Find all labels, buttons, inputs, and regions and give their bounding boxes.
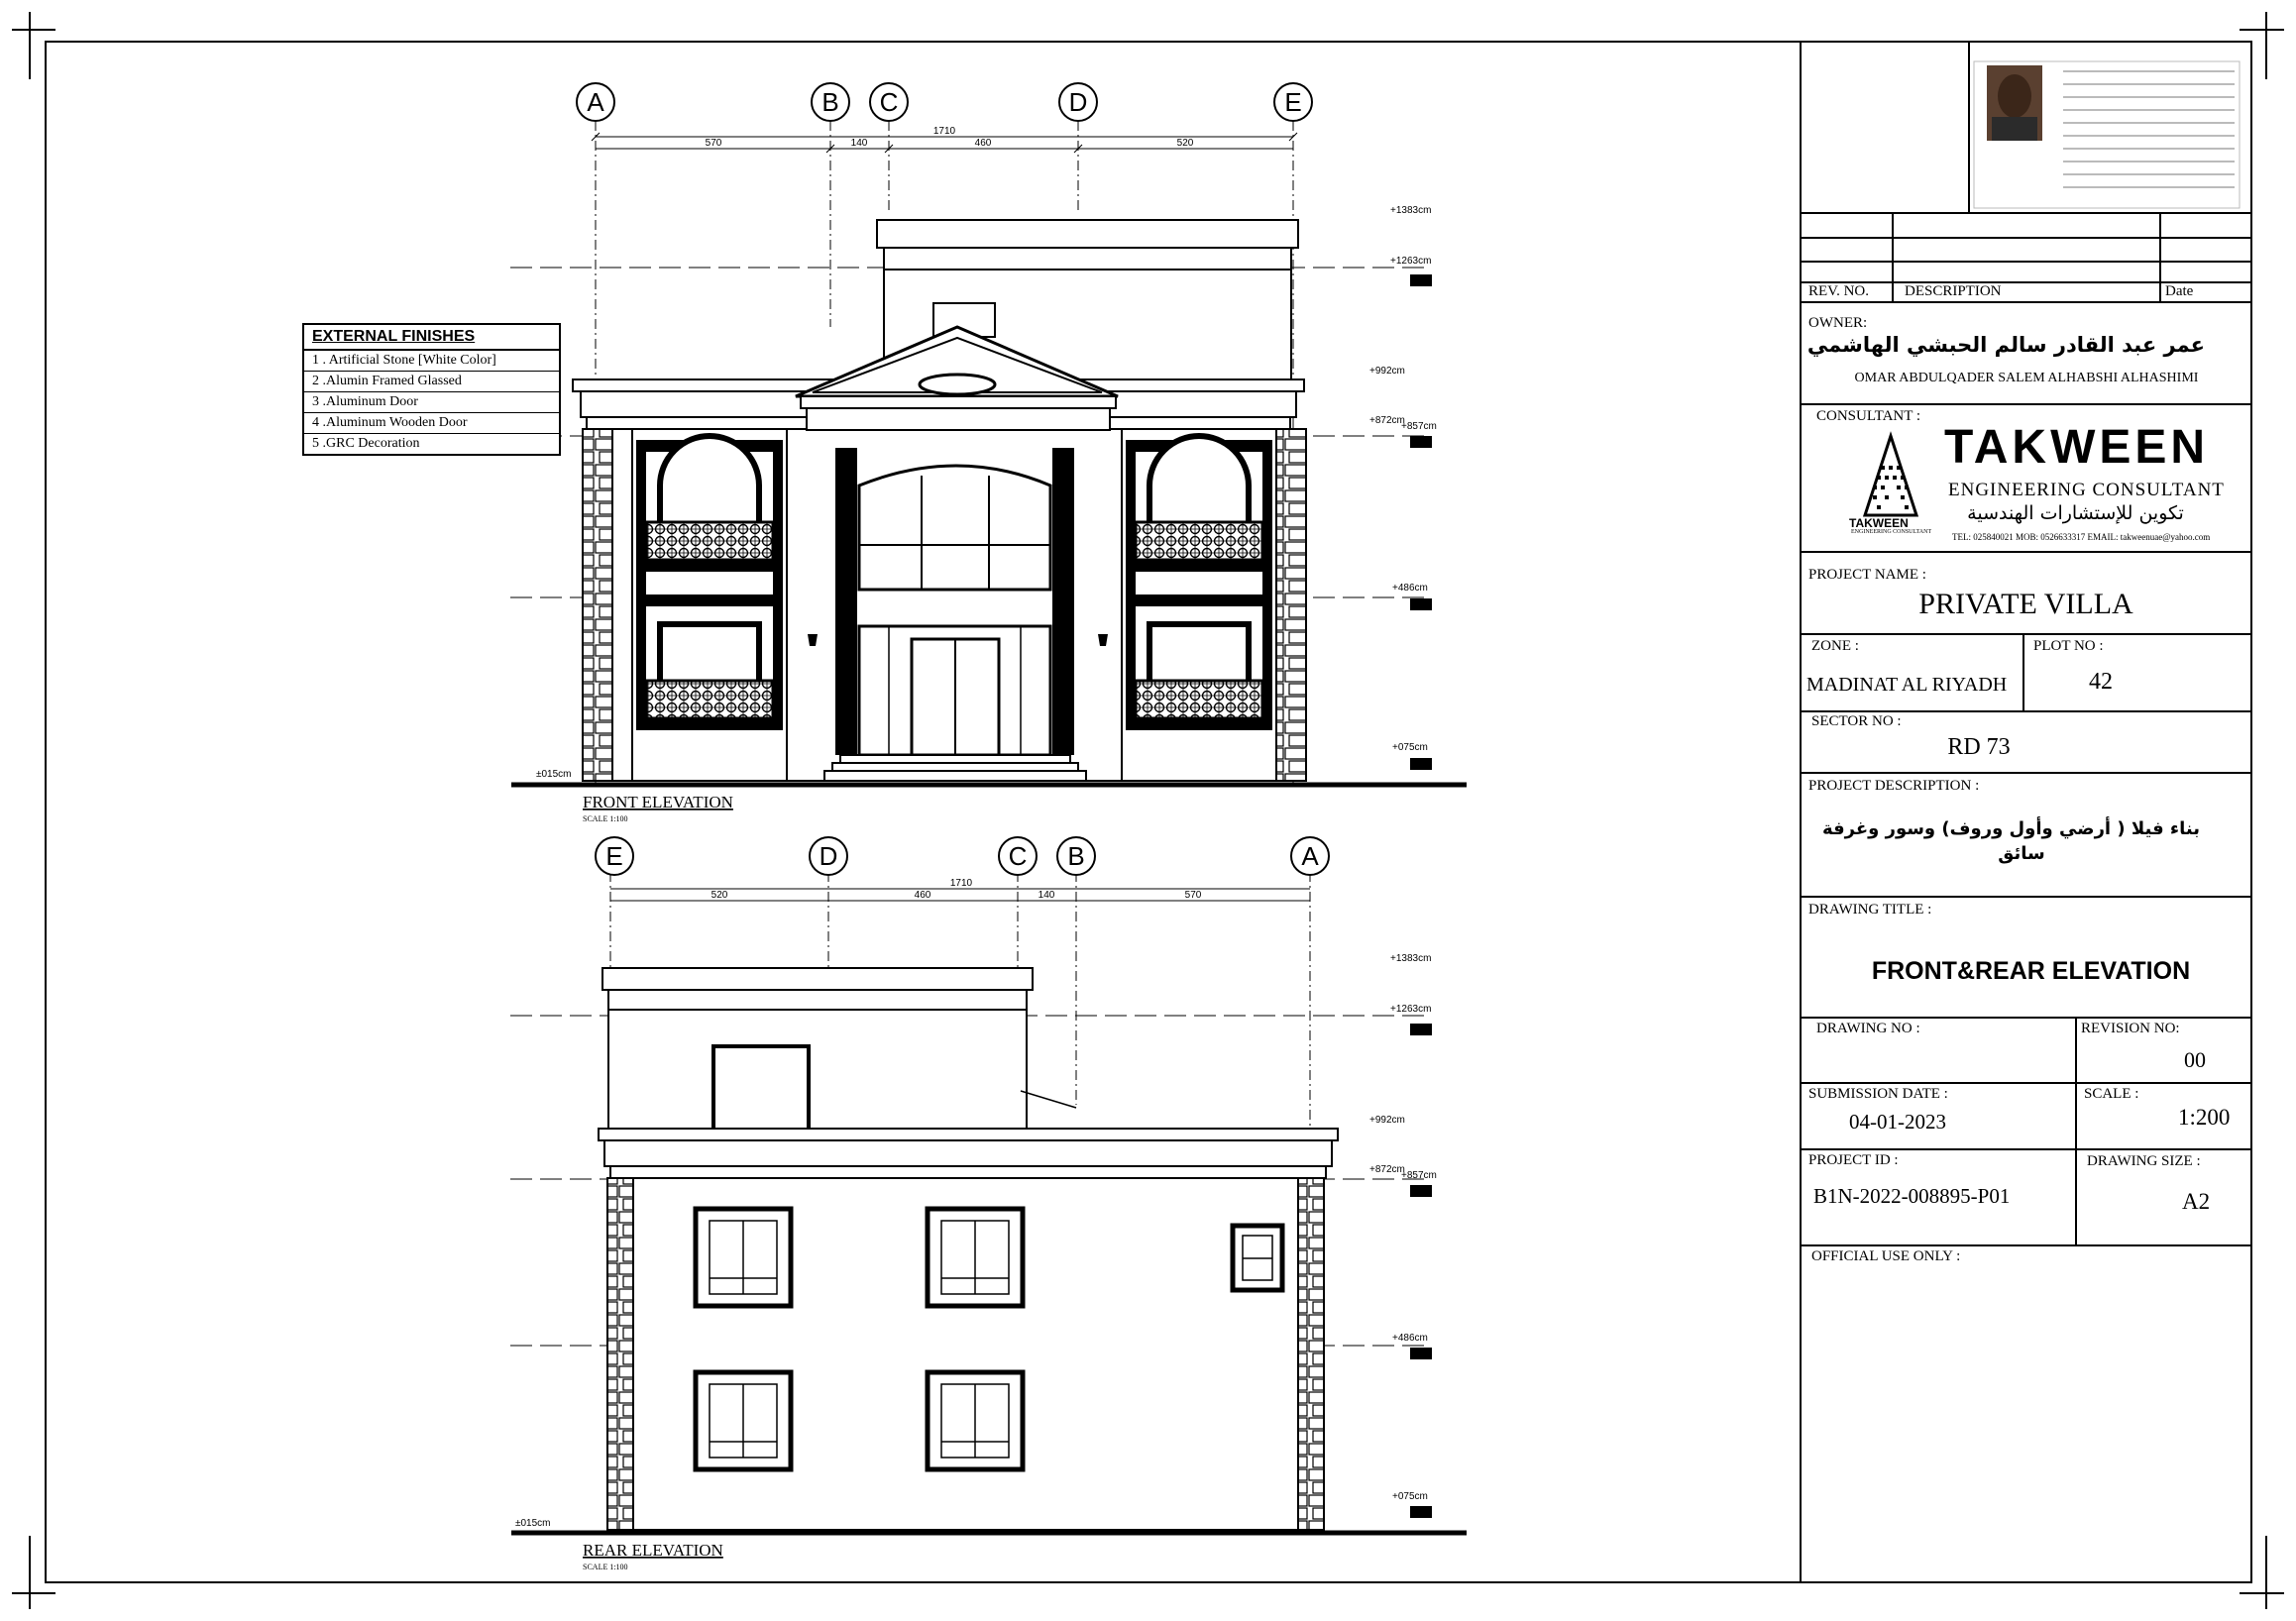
dimension: 520: [1176, 138, 1194, 149]
grid-label: A: [1301, 841, 1319, 871]
owner-name-english: OMAR ABDULQADER SALEM ALHABSHI ALHASHIMI: [1854, 371, 2199, 385]
dimension-total: 1710: [932, 126, 956, 137]
sector-value: RD 73: [1947, 734, 2011, 760]
level-tag: +1383cm: [1390, 205, 1432, 216]
date-header: Date: [2165, 283, 2194, 299]
legend-item: 1 . Artificial Stone [White Color]: [304, 351, 559, 372]
legend-item: 3 .Aluminum Door: [304, 392, 559, 413]
front-elevation: [510, 121, 1467, 785]
grid-bubbles-rear: [596, 837, 1329, 875]
grid-label: E: [1284, 87, 1302, 117]
dimension: 140: [1038, 890, 1055, 901]
consultant-brand: TAKWEEN: [1944, 421, 2210, 474]
submission-date-label: SUBMISSION DATE :: [1808, 1086, 1948, 1102]
project-description-line2: سائق: [1998, 843, 2045, 864]
legend-title: EXTERNAL FINISHES: [304, 325, 559, 351]
rev-no-header: REV. NO.: [1808, 283, 1869, 299]
dimension: 460: [974, 138, 992, 149]
dimension: 570: [705, 138, 722, 149]
scale-label: SCALE :: [2084, 1086, 2139, 1102]
legend-item: 5 .GRC Decoration: [312, 436, 420, 451]
level-tag: +992cm: [1369, 1115, 1405, 1126]
scale-note: SCALE 1:100: [583, 814, 628, 823]
zone-label: ZONE :: [1811, 638, 1859, 654]
level-tag: +872cm: [1369, 415, 1405, 426]
level-tag: +1263cm: [1390, 256, 1432, 267]
level-tag: ±015cm: [515, 1518, 551, 1529]
level-tag: +992cm: [1369, 366, 1405, 377]
legend-item: 4 .Aluminum Wooden Door: [304, 413, 559, 434]
level-tag: +075cm: [1392, 742, 1428, 753]
sector-label: SECTOR NO :: [1811, 713, 1902, 729]
drawing-size-label: DRAWING SIZE :: [2087, 1153, 2201, 1169]
consultant-contact: TEL: 025840021 MOB: 0526633317 EMAIL: takweenuae@yahoo.com: [1952, 532, 2211, 542]
level-tag: +486cm: [1392, 1333, 1428, 1344]
scale-note: SCALE 1:100: [583, 1563, 628, 1571]
zone-value: MADINAT AL RIYADH: [1806, 674, 2008, 696]
description-header: DESCRIPTION: [1905, 283, 2002, 299]
external-finishes-legend: [302, 323, 561, 456]
rear-elevation-label: REAR ELEVATION: [583, 1541, 723, 1560]
dimension: 460: [914, 890, 931, 901]
grid-label: C: [1008, 841, 1028, 871]
grid-label: E: [605, 841, 623, 871]
level-tag: +857cm: [1401, 1170, 1437, 1181]
project-name-value: PRIVATE VILLA: [1918, 588, 2133, 620]
revision-no-value: 00: [2184, 1047, 2206, 1072]
legend-item: 2 .Alumin Framed Glassed: [304, 372, 559, 392]
project-description-line1: بناء فيلا ( أرضي وأول وروف) وسور وغرفة: [1821, 818, 2200, 839]
owner-name-arabic: عمر عبد القادر سالم الحبشي الهاشمي: [1806, 333, 2205, 357]
engineer-license-card: [1974, 61, 2240, 208]
level-tag: +486cm: [1392, 583, 1428, 594]
drawing-size-value: A2: [2182, 1189, 2211, 1214]
drawing-title-value: FRONT&REAR ELEVATION: [1871, 957, 2191, 985]
dimension: 520: [711, 890, 728, 901]
revision-no-label: REVISION NO:: [2081, 1021, 2180, 1036]
grid-label: B: [821, 87, 839, 117]
front-elevation-label: FRONT ELEVATION: [583, 793, 733, 811]
official-use-label: OFFICIAL USE ONLY :: [1811, 1248, 1961, 1264]
project-name-label: PROJECT NAME :: [1808, 567, 1926, 583]
scale-value: 1:200: [2178, 1105, 2231, 1130]
grid-bubbles-front: [577, 83, 1312, 121]
level-tag: +1383cm: [1390, 953, 1432, 964]
level-tag: +075cm: [1392, 1491, 1428, 1502]
project-description-label: PROJECT DESCRIPTION :: [1808, 778, 1980, 794]
logo-wordmark: TAKWEEN: [1849, 516, 1909, 530]
drawing-no-label: DRAWING NO :: [1816, 1021, 1920, 1036]
plot-value: 42: [2089, 669, 2113, 695]
grid-label: B: [1067, 841, 1085, 871]
grid-label: C: [879, 87, 899, 117]
rear-elevation: [510, 872, 1467, 1533]
consultant-arabic: تكوين للإستشارات الهندسية: [1967, 502, 2184, 524]
project-id-label: PROJECT ID :: [1808, 1152, 1899, 1168]
dimension: 140: [850, 138, 868, 149]
level-tag: +857cm: [1401, 421, 1437, 432]
takween-logo-icon: [1865, 436, 1916, 515]
grid-label: A: [587, 87, 604, 117]
grid-label: D: [819, 841, 838, 871]
dimension: 570: [1184, 890, 1202, 901]
level-tag: ±015cm: [536, 769, 572, 780]
consultant-subtitle: ENGINEERING CONSULTANT: [1948, 480, 2225, 500]
level-tag: +872cm: [1369, 1164, 1405, 1175]
owner-label: OWNER:: [1808, 315, 1868, 331]
level-tag: +1263cm: [1390, 1004, 1432, 1015]
submission-date-value: 04-01-2023: [1849, 1110, 1946, 1134]
drawing-title-label: DRAWING TITLE :: [1808, 902, 1932, 918]
dimension-total: 1710: [949, 878, 973, 889]
plot-label: PLOT NO :: [2033, 638, 2104, 654]
logo-subtitle: ENGINEERING CONSULTANT: [1851, 529, 1932, 535]
grid-label: D: [1068, 87, 1088, 117]
consultant-label: CONSULTANT :: [1816, 408, 1921, 424]
project-id-value: B1N-2022-008895-P01: [1813, 1184, 2011, 1208]
